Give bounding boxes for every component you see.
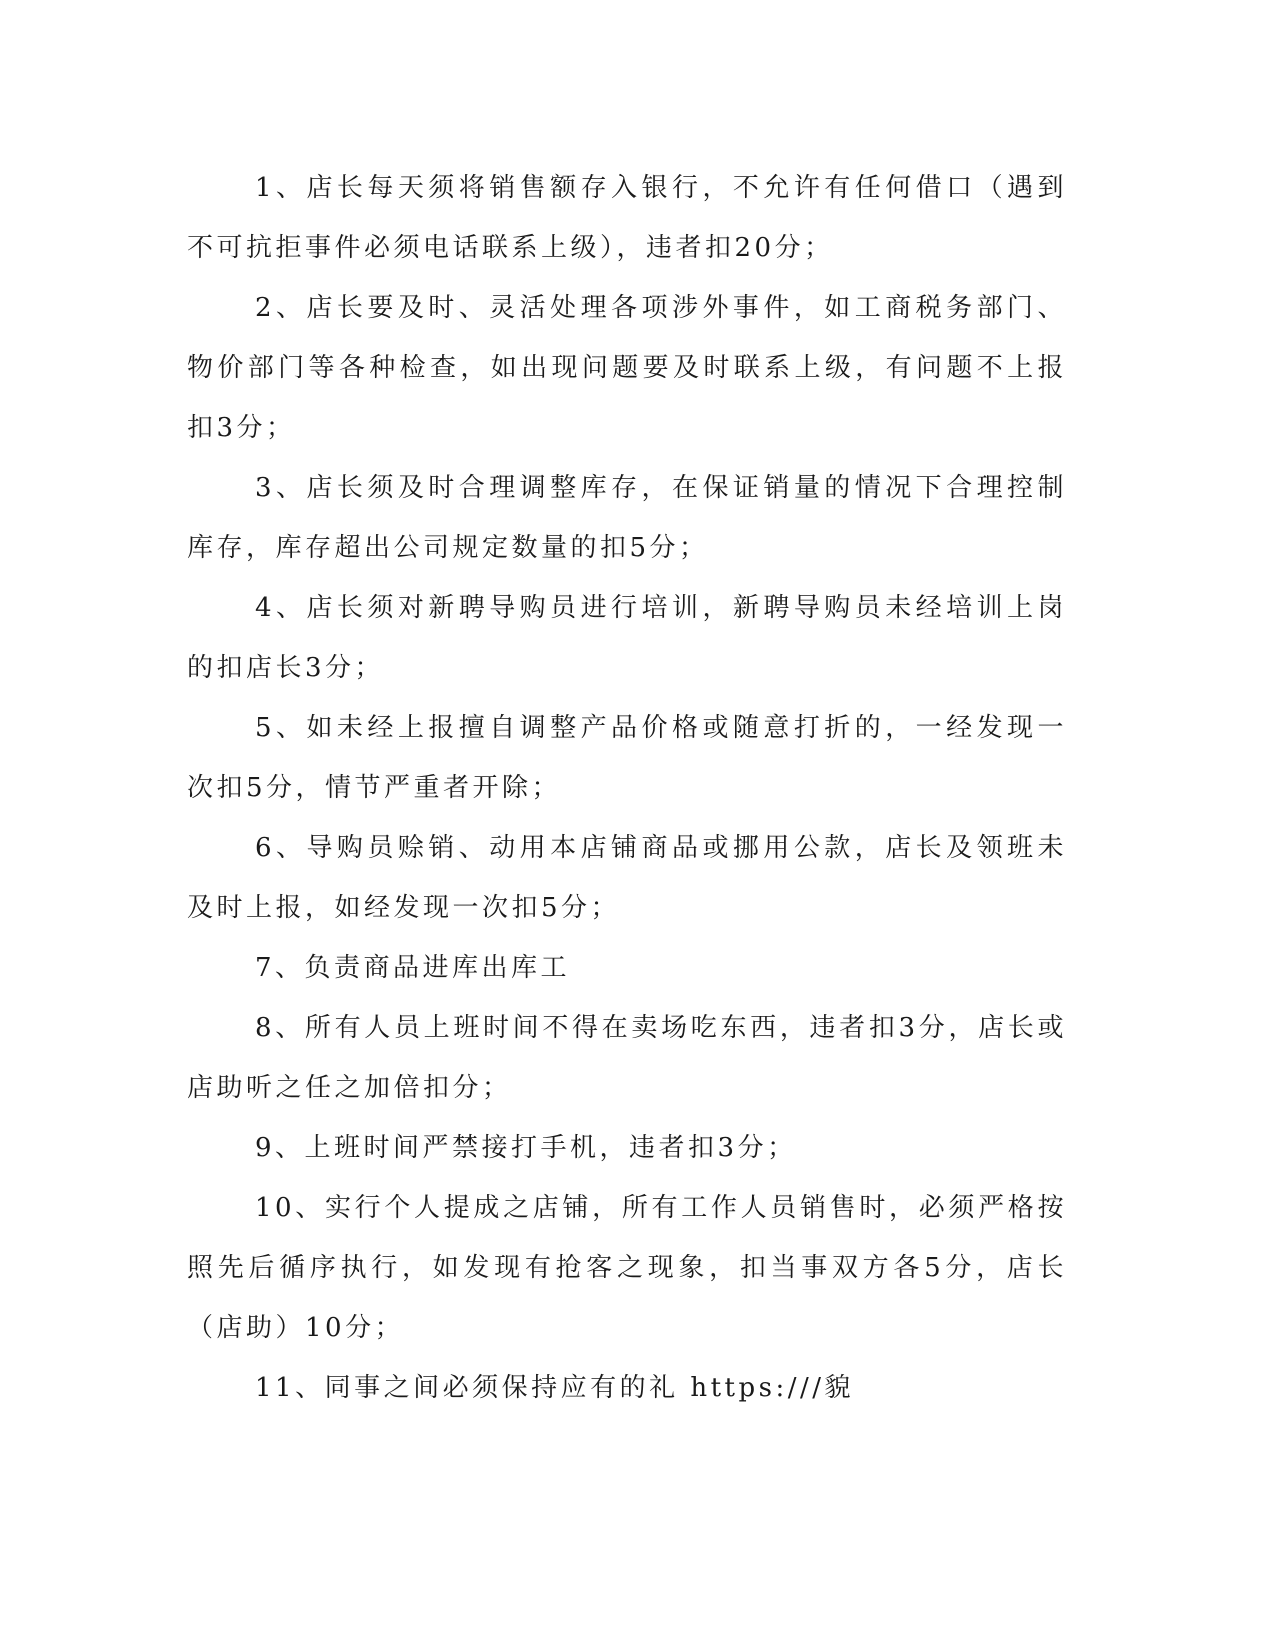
document-body: [187, 158, 1067, 1418]
rule-paragraph-2: 2、店长要及时、灵活处理各项涉外事件，如工商税务部门、物价部门等各种检查，如出现问题要及时联系上级，有问题不上报扣3分；: [187, 293, 1067, 443]
rule-paragraph-8: 8、所有人员上班时间不得在卖场吃东西，违者扣3分，店长或店助听之任之加倍扣分；: [187, 1013, 1067, 1103]
rule-paragraph-5: 5、如未经上报擅自调整产品价格或随意打折的，一经发现一次扣5分，情节严重者开除；: [187, 713, 1067, 803]
rule-paragraph-4: 4、店长须对新聘导购员进行培训，新聘导购员未经培训上岗的扣店长3分；: [187, 593, 1067, 683]
rule-paragraph-3: 3、店长须及时合理调整库存，在保证销量的情况下合理控制库存，库存超出公司规定数量的扣5分；: [187, 473, 1067, 563]
rule-paragraph-9: 9、上班时间严禁接打手机，违者扣3分；: [255, 1133, 797, 1163]
rule-paragraph-10: 10、实行个人提成之店铺，所有工作人员销售时，必须严格按照先后循序执行，如发现有抢客之现象，扣当事双方各5分，店长（店助）10分；: [187, 1193, 1067, 1343]
rule-paragraph-7: 7、负责商品进库出库工: [255, 953, 571, 983]
rule-paragraph-11: 11、同事之间必须保持应有的礼 https:///貌: [255, 1373, 855, 1403]
rule-paragraph-6: 6、导购员赊销、动用本店铺商品或挪用公款，店长及领班未及时上报，如经发现一次扣5分；: [187, 833, 1067, 923]
rule-paragraph-1: 1、店长每天须将销售额存入银行，不允许有任何借口（遇到不可抗拒事件必须电话联系上级），违者扣20分；: [187, 173, 1067, 263]
